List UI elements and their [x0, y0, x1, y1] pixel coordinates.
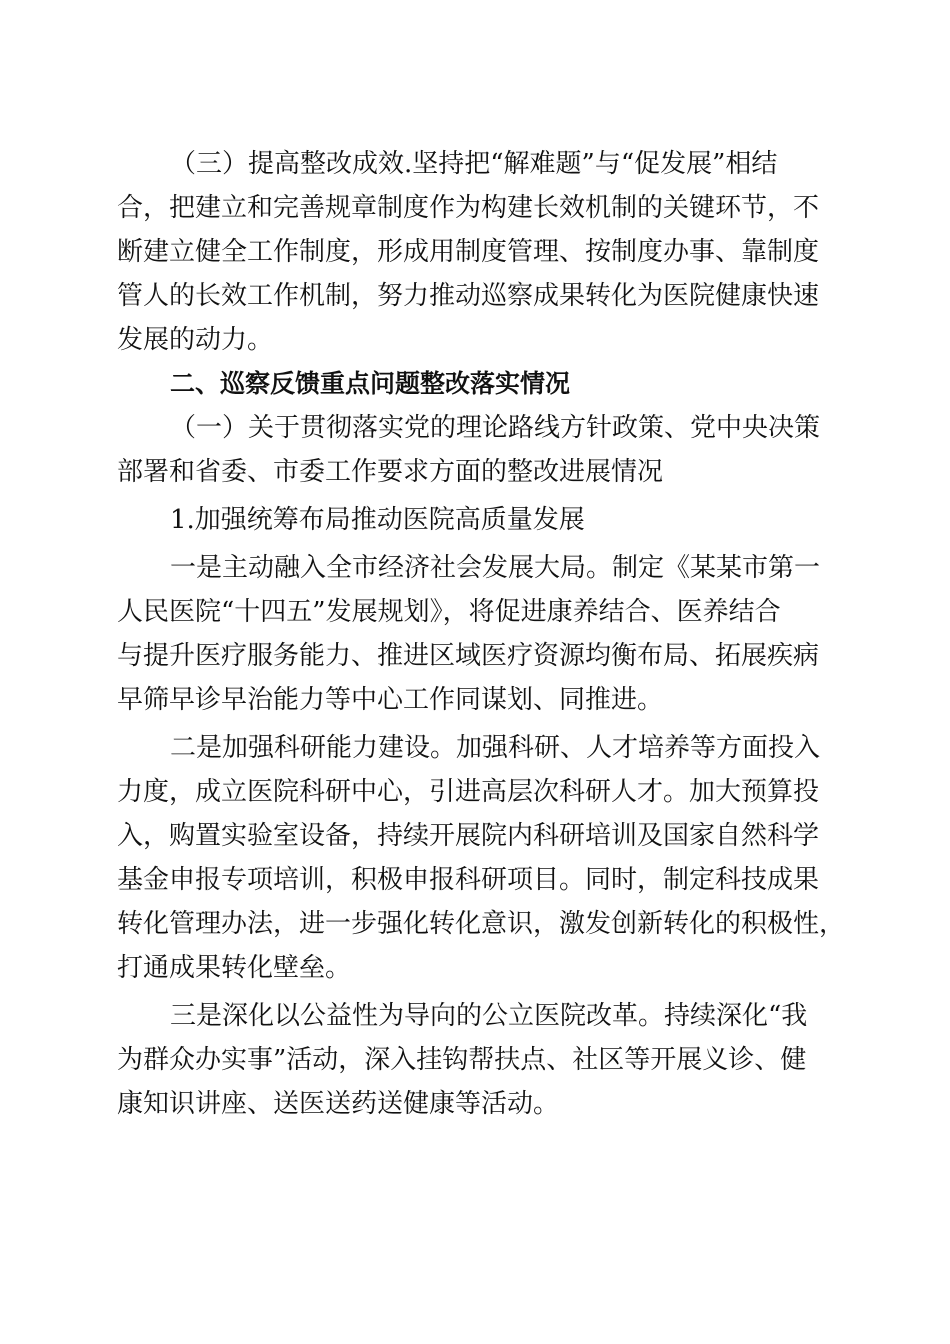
subheading-1-line-2: 部署和省委、市委工作要求方面的整改进展情况: [117, 457, 664, 487]
para-1-line-2-row: [0, 588, 950, 636]
para-1-line-3: 与提升医疗服务能力、推进区域医疗资源均衡布局、拓展疾病: [117, 641, 820, 671]
section-3-paragraph: [0, 140, 950, 188]
section-3-line-4-row: [0, 272, 950, 320]
section-3-line-3-row: [0, 228, 950, 276]
heading-2-row: [0, 360, 950, 408]
para-3-line-2: 为群众办实事”活动，深入挂钩帮扶点、社区等开展义诊、健: [117, 1045, 807, 1075]
para-2-line-3: 入，购置实验室设备，持续开展院内科研培训及国家自然科学: [117, 821, 820, 851]
section-3-line-2: 合，把建立和完善规章制度作为构建长效机制的关键环节，不: [117, 193, 820, 223]
para-2-line-6-row: [0, 944, 950, 992]
para-1-line-1: 一是主动融入全市经济社会发展大局。制定《某某市第一: [170, 553, 821, 583]
para-1-line-4-row: [0, 676, 950, 724]
item-1-heading: 1.加强统筹布局推动医院高质量发展: [170, 505, 585, 535]
heading-2: 二、巡察反馈重点问题整改落实情况: [170, 369, 571, 398]
subheading-1-line-1-row: [0, 404, 950, 452]
para-1-line-1-row: [0, 544, 950, 592]
section-3-line-5: 发展的动力。: [117, 325, 274, 355]
para-2-line-4: 基金申报专项培训，积极申报科研项目。同时，制定科技成果: [117, 865, 820, 895]
para-2-line-4-row: [0, 856, 950, 904]
para-2-line-3-row: [0, 812, 950, 860]
para-3-line-2-row: [0, 1036, 950, 1084]
para-1-line-2: 人民医院“十四五”发展规划》，将促进康养结合、医养结合: [117, 597, 781, 627]
para-1-line-4: 早筛早诊早治能力等中心工作同谋划、同推进。: [117, 685, 664, 715]
para-2-line-1-row: [0, 724, 950, 772]
para-1-line-3-row: [0, 632, 950, 680]
item-1-row: [0, 496, 950, 544]
subheading-1-line-1: （一）关于贯彻落实党的理论路线方针政策、党中央决策: [170, 413, 821, 443]
para-3-line-1-row: [0, 992, 950, 1040]
para-3-line-3-row: [0, 1080, 950, 1128]
para-2-line-1: 二是加强科研能力建设。加强科研、人才培养等方面投入: [170, 733, 821, 763]
subheading-1-line-2-row: [0, 448, 950, 496]
section-3-line-5-row: [0, 316, 950, 364]
section-3-line-1: （三）提高整改成效.坚持把“解难题”与“促发展”相结: [170, 149, 778, 179]
para-2-line-5: 转化管理办法，进一步强化转化意识，激发创新转化的积极性，: [117, 909, 846, 939]
section-3-line-3: 断建立健全工作制度，形成用制度管理、按制度办事、靠制度: [117, 237, 820, 267]
para-2-line-6: 打通成果转化壁垒。: [117, 953, 352, 983]
para-3-line-3: 康知识讲座、送医送药送健康等活动。: [117, 1089, 560, 1119]
para-3-line-1: 三是深化以公益性为导向的公立医院改革。持续深化“我: [170, 1001, 808, 1031]
para-2-line-5-row: [0, 900, 950, 948]
para-2-line-2-row: [0, 768, 950, 816]
section-3-line-4: 管人的长效工作机制，努力推动巡察成果转化为医院健康快速: [117, 281, 820, 311]
para-2-line-2: 力度，成立医院科研中心，引进高层次科研人才。加大预算投: [117, 777, 820, 807]
section-3-line-2-row: [0, 184, 950, 232]
